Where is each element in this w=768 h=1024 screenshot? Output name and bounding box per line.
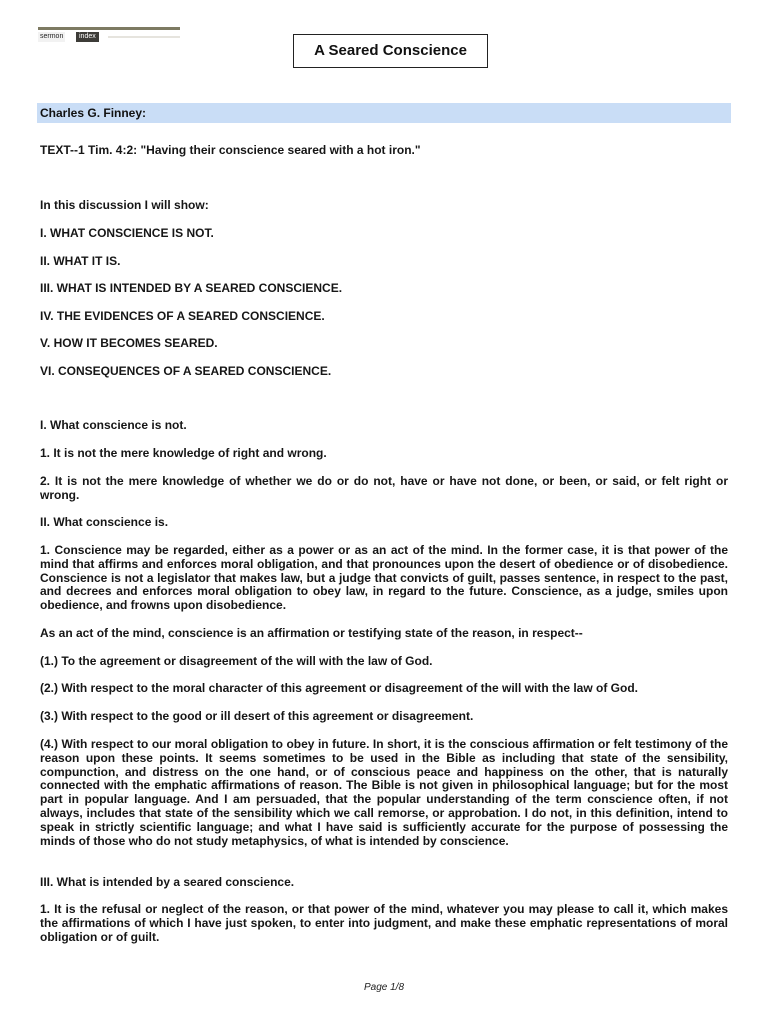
section-heading: I. What conscience is not. xyxy=(40,418,187,432)
logo-word-index: index xyxy=(76,32,99,42)
intro-line: In this discussion I will show: xyxy=(40,198,209,212)
section-heading: II. What conscience is. xyxy=(40,515,169,529)
outline-item: VI. CONSEQUENCES OF A SEARED CONSCIENCE. xyxy=(40,364,332,378)
logo-rule xyxy=(108,36,180,38)
scripture-text: TEXT--1 Tim. 4:2: "Having their conscience seared with a hot iron." xyxy=(40,143,421,157)
document-title: A Seared Conscience xyxy=(293,34,488,68)
author-bar: Charles G. Finney: xyxy=(37,103,731,123)
outline-item: II. WHAT IT IS. xyxy=(40,254,121,268)
paragraph: 1. It is not the mere knowledge of right and wrong. xyxy=(40,446,327,460)
paragraph: (1.) To the agreement or disagreement of the will with the law of God. xyxy=(40,654,433,668)
outline-item: IV. THE EVIDENCES OF A SEARED CONSCIENCE. xyxy=(40,309,325,323)
outline-item: V. HOW IT BECOMES SEARED. xyxy=(40,336,218,350)
paragraph: 1. Conscience may be regarded, either as a power or as an act of the mind. In the former case, it is that power of the mind that affirms and enforces moral obligation, and that pronounces upon the desert of obedience or of disobedience. Conscience is not a legislator that makes law, but a judge that convicts of guilt, passes sentence, in respect to the past, and decrees and enforces moral obligation to obey law, in regard to the future. Conscience, as a judge, smiles upon obedience, and frowns upon disobedience. xyxy=(40,543,728,613)
page-number: Page 1/8 xyxy=(363,982,405,993)
logo-word-sermon: sermon xyxy=(40,33,64,40)
paragraph: (3.) With respect to the good or ill desert of this agreement or disagreement. xyxy=(40,709,474,723)
sermonindex-logo xyxy=(38,27,180,43)
outline-item: I. WHAT CONSCIENCE IS NOT. xyxy=(40,226,214,240)
outline-item: III. WHAT IS INTENDED BY A SEARED CONSCIENCE. xyxy=(40,281,343,295)
paragraph: As an act of the mind, conscience is an affirmation or testifying state of the reason, in respect-- xyxy=(40,626,583,640)
paragraph: (2.) With respect to the moral character of this agreement or disagreement of the will with the law of God. xyxy=(40,681,638,695)
logo-bar xyxy=(38,27,180,30)
paragraph: 2. It is not the mere knowledge of whether we do or do not, have or have not done, or been, or said, or felt right or wrong. xyxy=(40,474,728,502)
paragraph: 1. It is the refusal or neglect of the reason, or that power of the mind, whatever you may please to call it, which makes the affirmations of which I have just spoken, to enter into judgment, and make these emphatic representations of moral obligation or of guilt. xyxy=(40,902,728,944)
section-heading: III. What is intended by a seared conscience. xyxy=(40,875,295,889)
paragraph: (4.) With respect to our moral obligation to obey in future. In short, it is the conscious affirmation or felt testimony of the reason upon these points. It seems sometimes to be used in the Bible as including that state of the sensibility, compunction, and distress on the one hand, or of conscious peace and happiness on the other, that is naturally connected with the emphatic affirmations of reason. The Bible is not given in philosophical language; but for the most part in popular language. And I am persuaded, that the popular understanding of the term conscience often, if not always, includes that state of the sensibility which we call remorse, or approbation. I do not, in this definition, intend to speak in strictly scientific language; and what I have said is sufficiently accurate for the purpose of possessing the minds of those who do not study metaphysics, of what is intended by conscience. xyxy=(40,737,728,848)
